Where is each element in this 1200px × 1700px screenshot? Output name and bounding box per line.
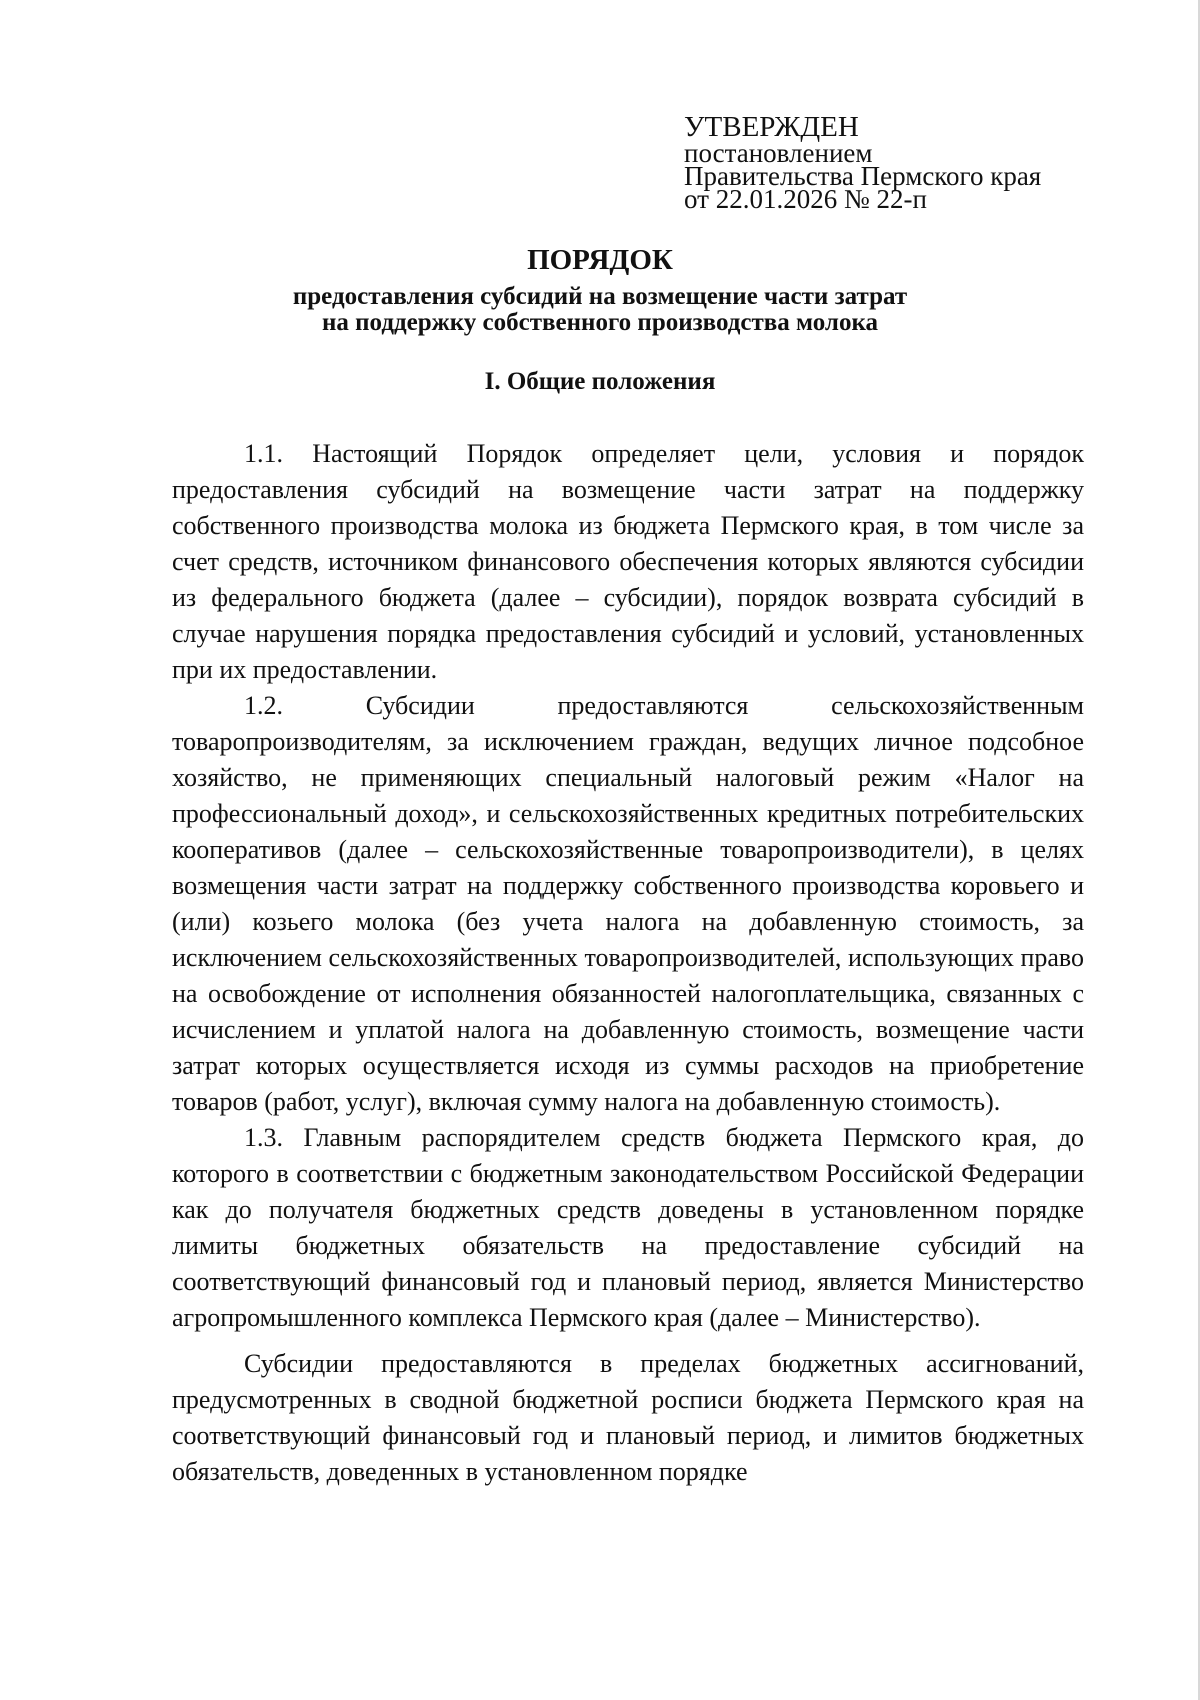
document-subtitle <box>0 284 1200 336</box>
paragraph-1-1: 1.1. Настоящий Порядок определяет цели, условия и порядок предоставления субсидий на возмещение части затрат на поддержку собственного производства молока из бюджета Пермского края, в том числе за счет средств, источником финансового обеспечения которых являются субсидии из федерального бюджета (далее – субсидии), порядок возврата субсидий в случае нарушения порядка предоставления субсидий и условий, установленных при их предоставлении. <box>172 439 1084 684</box>
document-subtitle-line-1: предоставления субсидий на возмещение части затрат <box>292 283 908 310</box>
approval-heading: УТВЕРЖДЕН <box>684 111 859 143</box>
approval-line-date-number: от 22.01.2026 № 22-п <box>684 184 927 214</box>
document-title: ПОРЯДОК <box>527 244 673 276</box>
paragraph-1-2: 1.2. Субсидии предоставляются сельскохозяйственным товаропроизводителям, за исключением граждан, ведущих личное подсобное хозяйство, не применяющих специальный налоговый режим «Налог на профессиональный доход», и сельскохозяйственных кредитных потребительских кооперативов (далее – сельскохозяйственные товаропроизводители), в целях возмещения части затрат на поддержку собственного производства коровьего и (или) козьего молока (без учета налога на добавленную стоимость, за исключением сельскохозяйственных товаропроизводителей, использующих право на освобождение от исполнения обязанностей налогоплательщика, связанных с исчислением и уплатой налога на добавленную стоимость, возмещение части затрат которых осуществляется исходя из суммы расходов на приобретение товаров (работ, услуг), включая сумму налога на добавленную стоимость). <box>172 691 1084 1116</box>
approval-line-resolution: постановлением <box>684 138 873 168</box>
document-subtitle-line-2: на поддержку собственного производства молока <box>322 309 878 336</box>
document-body <box>172 436 1084 1490</box>
paragraph-1-3: 1.3. Главным распорядителем средств бюджета Пермского края, до которого в соответствии с бюджетным законодательством Российской Федерации как до получателя бюджетных средств доведены в установленном порядке лимиты бюджетных обязательств на предоставление субсидий на соответствующий финансовый год и плановый период, является Министерство агропромышленного комплекса Пермского края (далее – Министерство). <box>172 1123 1084 1332</box>
section-title: I. Общие положения <box>484 368 716 395</box>
approval-line-government: Правительства Пермского края <box>684 161 1042 191</box>
approval-stamp <box>684 111 1042 214</box>
paragraph-subsidies-limits: Субсидии предоставляются в пределах бюджетных ассигнований, предусмотренных в сводной бюджетной росписи бюджета Пермского края на соответствующий финансовый год и плановый период, и лимитов бюджетных обязательств, доведенных в установленном порядке <box>172 1349 1084 1486</box>
